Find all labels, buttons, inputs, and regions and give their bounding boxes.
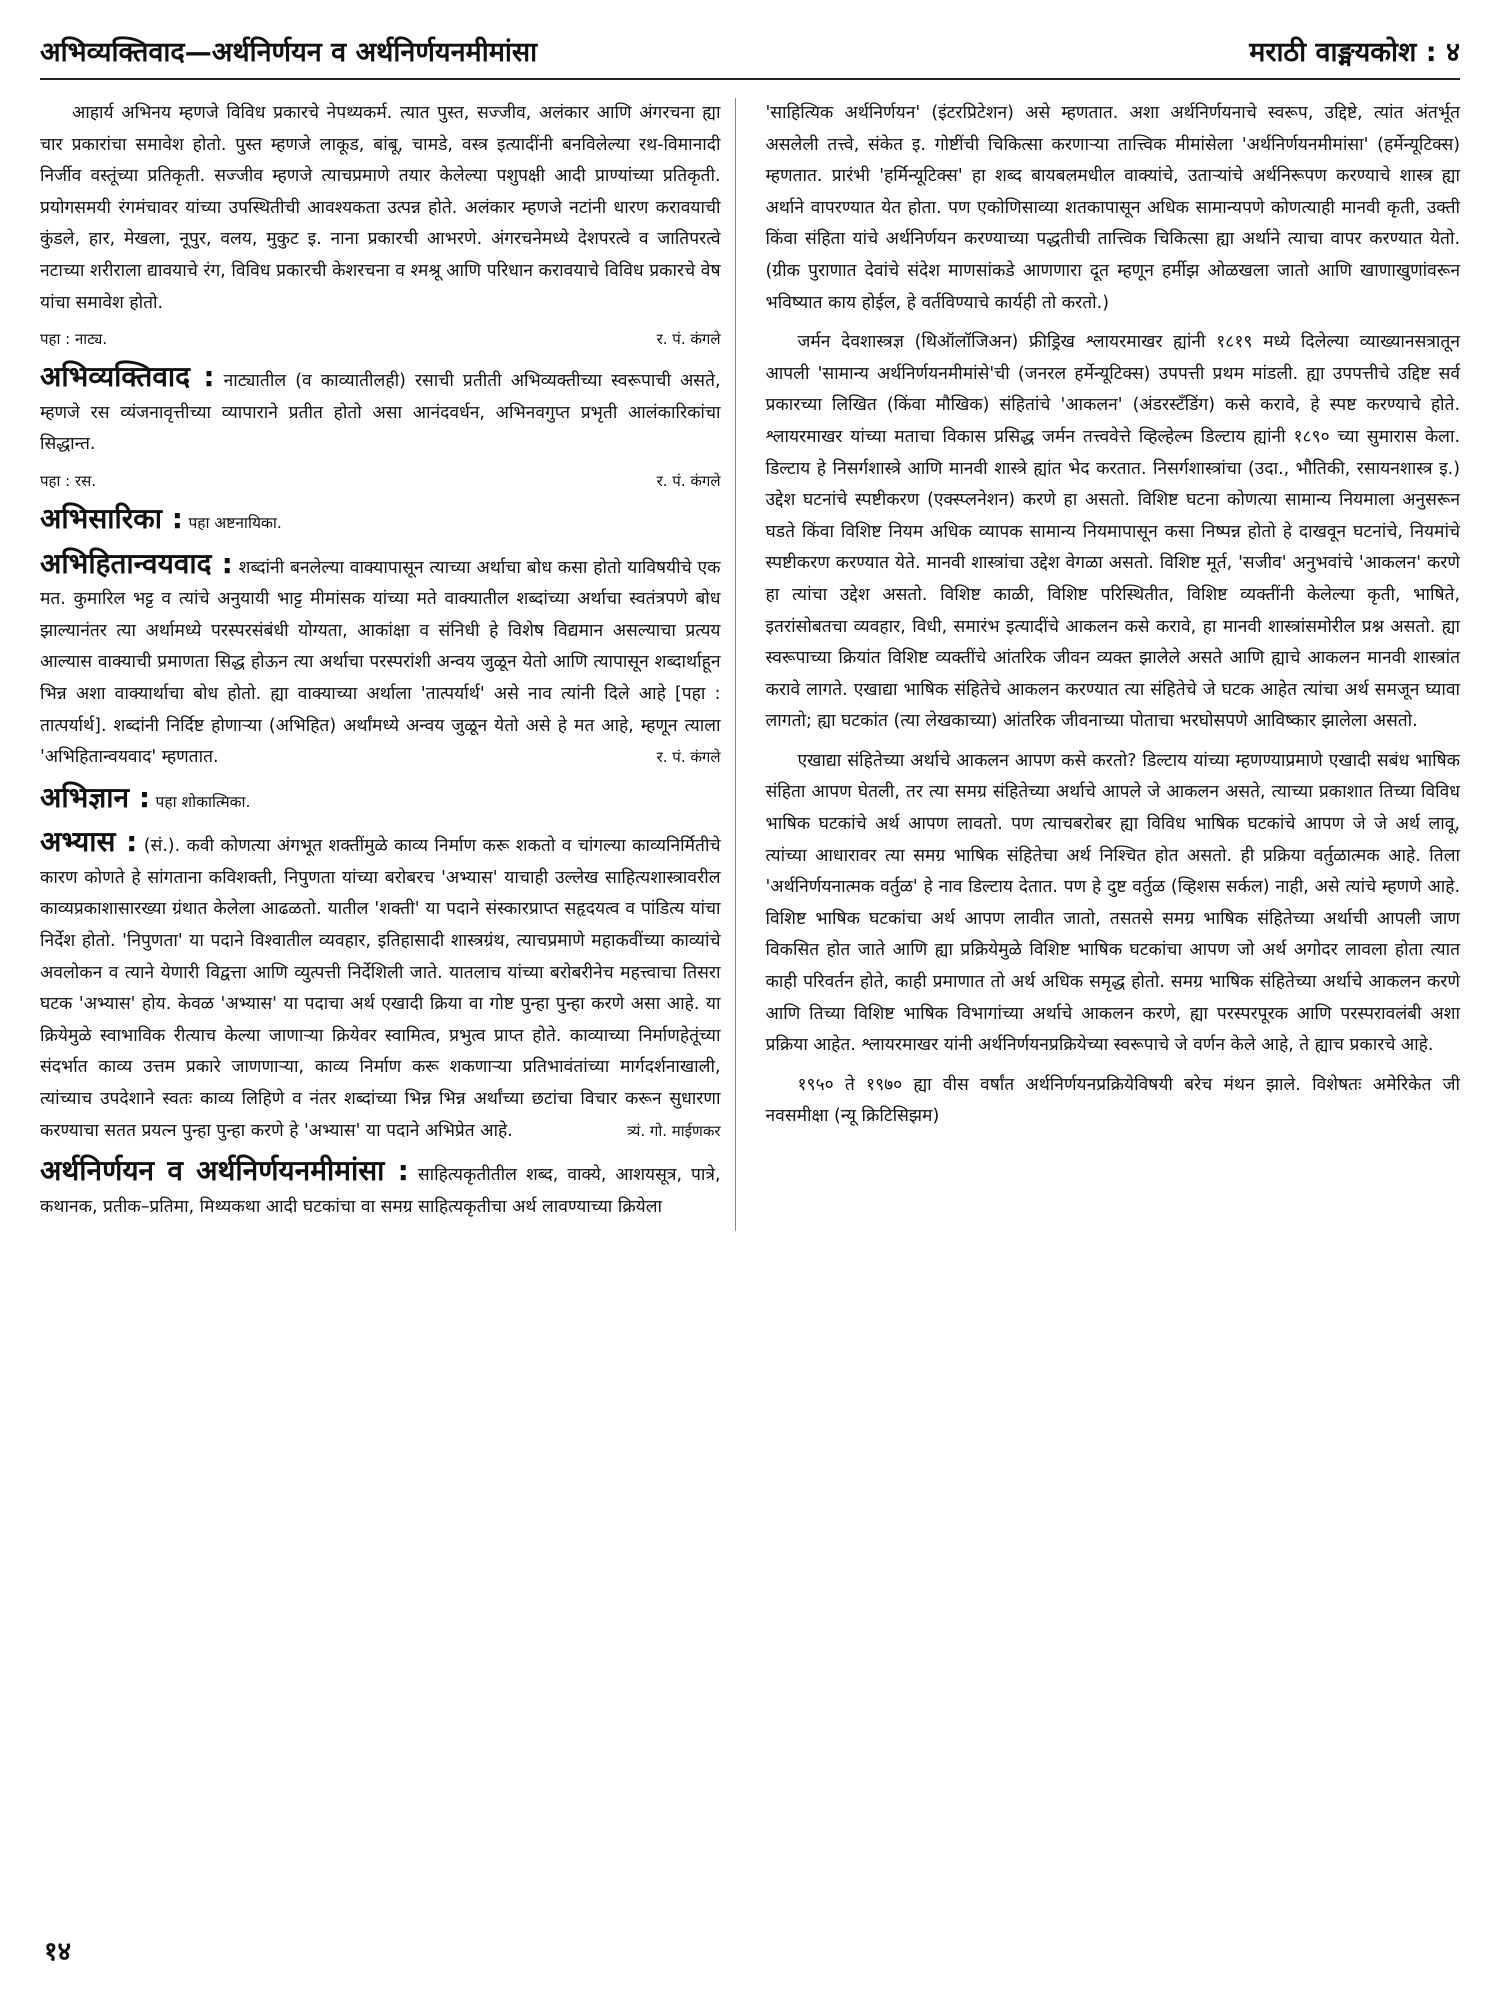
entry-abhidnyan: [40, 782, 721, 819]
left-column: [40, 98, 736, 1231]
author-signature: र. पं. कंगले: [656, 330, 721, 349]
entry-cross-reference: पहा अष्टनायिका.: [188, 513, 282, 532]
entry-abhivyaktivad: [40, 361, 721, 461]
cross-reference: पहा : नाट्य.: [40, 330, 108, 349]
author-signature: त्र्यं. गो. माईणकर: [627, 1121, 721, 1140]
entry-arthanirnayan: [40, 1155, 721, 1223]
paragraph: एखाद्या संहितेच्या अर्थाचे आकलन आपण कसे करतो? डिल्टाय यांच्या म्हणण्याप्रमाणे एखादी सबंध भाषिक संहिता आपण घेतली, तर त्या समग्र संहितेच्या अर्थाचे आपले जे आकलन असते, त्याच्या प्रकाशात तिच्या विविध भाषिक घटकांचे अर्थ आपण लावतो. पण त्याचबरोबर ह्या विविध भाषिक घटकांचे आपण जे जे अर्थ लावू, त्यांच्या आधारावर त्या समग्र भाषिक संहितेचा अर्थ निश्चित होत असतो. ही प्रक्रिया वर्तुळात्मक आहे. तिला 'अर्थनिर्णयनात्मक वर्तुळ' हे नाव डिल्टाय देतात. पण हे दुष्ट वर्तुळ (व्हिशस सर्कल) नाही, असे त्यांचे म्हणणे आहे. विशिष्ट भाषिक घटकांचा अर्थ आपण लावीत जातो, तसतसे समग्र भाषिक संहितेच्या अर्थाची आपली जाण विकसित होत जाते आणि ह्या प्रक्रियेमुळे विशिष्ट भाषिक घटकांचा आपण जो अर्थ अगोदर लावला होता त्यात काही परिवर्तन होते, काही प्रमाणात तो अर्थ अधिक समृद्ध होतो. समग्र भाषिक संहितेच्या अर्थाचे आकलन करणे आणि तिच्या विशिष्ट भाषिक विभागांच्या अर्थाचे आकलन करणे, ह्या परस्परपूरक आणि परस्परावलंबी अशा प्रक्रिया आहेत. श्लायरमाखर यांनी अर्थनिर्णयनप्रक्रियेच्या स्वरूपाचे जे वर्णन केले आहे, ते ह्याच प्रकारचे आहे.: [765, 750, 1460, 1056]
aharya-paragraph: आहार्य अभिनय म्हणजे विविध प्रकारचे नेपथ्यकर्म. त्यात पुस्त, सज्जीव, अलंकार आणि अंगरचना ह्या चार प्रकारांचा समावेश होतो. पुस्त म्हणजे लाकूड, बांबू, चामडे, वस्त्र इत्यादींनी बनविलेल्या रथ-विमानादी निर्जीव वस्तूंच्या प्रतिकृती. सज्जीव म्हणजे त्याचप्रमाणे तयार केलेल्या पशुपक्षी आदी प्राण्यांच्या प्रतिकृती. प्रयोगसमयी रंगमंचावर यांच्या उपस्थितीची आवश्यकता उत्पन्न होते. अलंकार म्हणजे नटांनी धारण करावयाची कुंडले, हार, मेखला, नूपुर, वलय, मुकुट इ. नाना प्रकारची आभरणे. अंगरचनेमध्ये देशपरत्वे व जातिपरत्वे नटाच्या शरीराला द्यावयाचे रंग, विविध प्रकारची केशरचना व श्मश्रू आणि परिधान करावयाचे विविध प्रकारचे वेष यांचा समावेश होतो.: [40, 103, 721, 313]
entry-text: साहित्यकृतीतील शब्द, वाक्ये, आशयसूत्र, पात्रे, कथानक, प्रतीक–प्रतिमा, मिथ्यकथा आदी घटकांचा वा समग्र साहित्यकृतीचा अर्थ लावण्याच्या क्रियेला: [40, 1165, 721, 1217]
entry-text: शब्दांनी बनलेल्या वाक्यापासून त्याच्या अर्थाचा बोध कसा होतो याविषयीचे एक मत. कुमारिल भट्ट व त्यांचे अनुयायी भाट्ट मीमांसक यांच्या मते वाक्यातील शब्दांच्या अर्थाचा स्वतंत्रपणे बोध झाल्यानंतर त्या अर्थामध्ये परस्परसंबंधी योग्यता, आकांक्षा व संनिधी हे विशेष विद्यमान असल्याचा प्रत्यय आल्यास वाक्याची प्रमाणता सिद्ध होऊन त्या अर्थाचा परस्परांशी अन्वय जुळून येतो आणि त्यापासून शब्दार्थाहून भिन्न अशा वाक्यार्थाचा बोध होतो. ह्या वाक्याच्या अर्थाला 'तात्पर्यार्थ' असे नाव त्यांनी दिले आहे [पहा : तात्पर्यार्थ]. शब्दांनी निर्दिष्ट होणाऱ्या (अभिहित) अर्थांमध्ये अन्वय जुळून येतो असे हे मत आहे, म्हणून त्याला 'अभिहितान्वयवाद' म्हणतात.: [40, 557, 721, 768]
author-signature: र. पं. कंगले: [656, 471, 721, 490]
cross-reference: पहा : रस.: [40, 471, 97, 490]
entry-cross-reference: पहा शोकात्मिका.: [155, 792, 251, 811]
page-number: १४: [44, 1937, 72, 1967]
entry-abhyas: [40, 826, 721, 1147]
running-head-left: अभिव्यक्तिवाद—अर्थनिर्णयन व अर्थनिर्णयनमीमांसा: [40, 37, 538, 68]
entry-abhisarika: [40, 503, 721, 540]
entry-abhihitanvayavad: [40, 548, 721, 774]
byline: [40, 469, 721, 493]
paragraph: 'साहित्यिक अर्थनिर्णयन' (इंटरप्रिटेशन) असे म्हणतात. अशा अर्थनिर्णयनाचे स्वरूप, उद्दिष्टे, त्यांत अंतर्भूत असलेली तत्त्वे, संकेत इ. गोष्टींची चिकित्सा करणाऱ्या तात्त्विक मीमांसेला 'अर्थनिर्णयनमीमांसा' (हर्मेन्यूटिक्स) म्हणतात. प्रारंभी 'हर्मिन्यूटिक्स' हा शब्द बायबलमधील वाक्यांचे, उताऱ्यांचे अर्थनिरूपण करण्याचे शास्त्र ह्या अर्थाने वापरण्यात येत होता. पण एकोणिसाव्या शतकापासून अधिक सामान्यपणे कोणत्याही मानवी कृती, उक्ती किंवा संहिता यांचे अर्थनिर्णयन करण्याच्या पद्धतीची तात्त्विक चिकित्सा ह्या अर्थाने त्याचा वापर करण्यात येतो. (ग्रीक पुराणात देवांचे संदेश माणसांकडे आणणारा दूत म्हणून हर्मीझ ओळखला जातो आणि खाणाखुणांवरून भविष्यात काय होईल, हे वर्तविण्याचे कार्यही तो करतो.): [765, 103, 1460, 313]
entry-headword: अभिव्यक्तिवाद :: [40, 360, 215, 394]
entry-headword: अभ्यास :: [40, 825, 138, 859]
right-column: [766, 98, 1461, 1231]
author-signature: र. पं. कंगले: [656, 748, 721, 767]
entry-text: नाट्यातील (व काव्यातीलही) रसाची प्रतीती अभिव्यक्तीच्या स्वरूपाची असते, म्हणजे रस व्यंजनावृत्तीच्या व्यापाराने प्रतीत होतो असा आनंदवर्धन, अभिनवगुप्त प्रभृती आलंकारिकांचा सिद्धान्त.: [40, 371, 721, 455]
paragraph: १९५० ते १९७० ह्या वीस वर्षांत अर्थनिर्णयनप्रक्रियेविषयी बरेच मंथन झाले. विशेषतः अमेरिकेत जी नवसमीक्षा (न्यू क्रिटिसिझम): [765, 1074, 1460, 1127]
entry-headword: अभिज्ञान :: [40, 780, 151, 814]
byline: [40, 327, 721, 351]
entry-text: (सं.). कवी कोणत्या अंगभूत शक्तींमुळे काव्य निर्माण करू शकतो व चांगल्या काव्यनिर्मितीचे कारण कोणते हे सांगताना कविशक्ती, निपुणता यांच्या बरोबरच 'अभ्यास' याचाही उल्लेख साहित्यशास्त्रावरील काव्यप्रकाशासारख्या ग्रंथात केलेला आढळतो. यातील 'शक्ती' या पदाने संस्कारप्राप्त सहृदयत्व व पांडित्य यांचा निर्देश होतो. 'निपुणता' या पदाने विश्वातील व्यवहार, इतिहासादी शास्त्रग्रंथ, त्याचप्रमाणे महाकवींच्या काव्यांचे अवलोकन व त्याने येणारी विद्वत्ता आणि व्युत्पत्ती निर्देशिली जाते. यातलाच यांच्या बरोबरीनेच महत्त्वाचा तिसरा घटक 'अभ्यास' होय. केवळ 'अभ्यास' या पदाचा अर्थ एखादी क्रिया वा गोष्ट पुन्हा पुन्हा करणे असा आहे. या क्रियेमुळे स्वाभाविक रीत्याच केल्या जाणाऱ्या क्रियेवर स्वामित्व, प्रभुत्व प्राप्त होते. काव्याच्या निर्माणहेतूंच्या संदर्भात काव्य उत्तम प्रकारे जाणणाऱ्या, काव्य निर्माण करू शकणाऱ्या प्रतिभावंतांच्या मार्गदर्शनाखाली, त्यांच्याच उपदेशाने स्वतः काव्य लिहिणे व नंतर शब्दांच्या भिन्न भिन्न अर्थांच्या छटांचा विचार करून सुधारणा करण्याचा सतत प्रयत्न पुन्हा पुन्हा करणे हे 'अभ्यास' या पदाने अभिप्रेत आहे.: [40, 836, 721, 1141]
entry-headword: अर्थनिर्णयन व अर्थनिर्णयनमीमांसा :: [40, 1154, 409, 1188]
running-head-right: मराठी वाङ्मयकोश : ४: [1249, 37, 1460, 68]
entry-headword: अभिहितान्वयवाद :: [40, 546, 233, 580]
text-columns: [40, 98, 1460, 1231]
paragraph: जर्मन देवशास्त्रज्ञ (थिऑलॉजिअन) फ्रीड्रिख श्लायरमाखर ह्यांनी १८१९ मध्ये दिलेल्या व्याख्यानसत्रातून आपली 'सामान्य अर्थनिर्णयनमीमांसे'ची (जनरल हर्मेन्यूटिक्स) उपपत्ती प्रथम मांडली. ह्या उपपत्तीचे उद्दिष्ट सर्व प्रकारच्या लिखित (किंवा मौखिक) संहितांचे 'आकलन' (अंडरस्टॅंडिंग) कसे करावे, हे स्पष्ट करण्याचे होते. श्लायरमाखर यांच्या मताचा विकास प्रसिद्ध जर्मन तत्त्ववेत्ते व्हिल्हेल्म डिल्टाय ह्यांनी १८९० च्या सुमारास केला. डिल्टाय हे निसर्गशास्त्रे आणि मानवी शास्त्रे ह्यांत भेद करतात. निसर्गशास्त्रांचा (उदा., भौतिकी, रसायनशास्त्र इ.) उद्देश घटनांचे स्पष्टीकरण (एक्स्प्लनेशन) करणे हा असतो. विशिष्ट घटना कोणत्या सामान्य नियमाला अनुसरून घडते किंवा विशिष्ट नियम अधिक व्यापक सामान्य नियमापासून कसा निष्पन्न होतो हे दाखवून घटनांचे, नियमांचे स्पष्टीकरण करण्यात येते. मानवी शास्त्रांचा उद्देश वेगळा असतो. विशिष्ट मूर्त, 'सजीव' अनुभवांचे 'आकलन' करणे हा त्यांचा उद्देश असतो. विशिष्ट काळी, विशिष्ट परिस्थितीत, विशिष्ट व्यक्तींनी केलेल्या कृती, भाषिते, इतरांसोबतचा व्यवहार, विधी, समारंभ इत्यादींचे आकलन कसे करावे, हा मानवी शास्त्रांसमोरील प्रश्न असतो. ह्या स्वरूपाच्या क्रियांत विशिष्ट व्यक्तींचे आंतरिक जीवन व्यक्त झालेले असते आणि ह्याचे आकलन मानवी शास्त्रांत करावे लागते. एखाद्या भाषिक संहितेचे आकलन करण्यात त्या संहितेचे जे घटक आहेत त्यांचा अर्थ समजून घ्यावा लागतो; ह्या घटकांत (त्या लेखकाच्या) आंतरिक जीवनाच्या पोताचा भरघोसपणे आविष्कार झालेला असतो.: [765, 332, 1460, 732]
entry-headword: अभिसारिका :: [40, 501, 183, 535]
running-head: [40, 34, 1460, 80]
